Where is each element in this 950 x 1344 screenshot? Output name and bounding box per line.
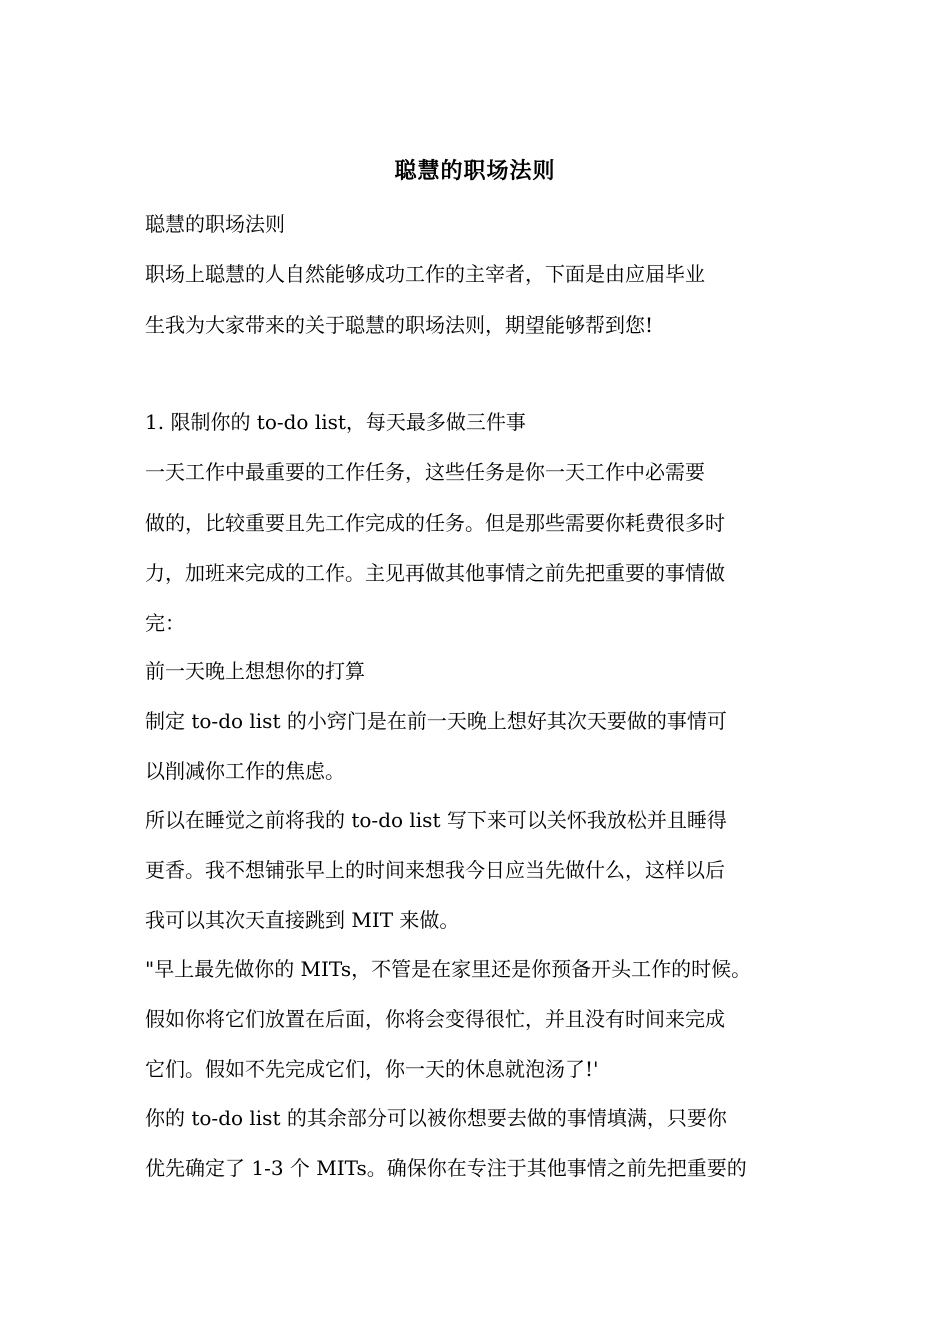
subtitle-line: 聪慧的职场法则 (145, 212, 285, 236)
quote-line: 它们。假如不先完成它们，你一天的休息就泡汤了!' (145, 1057, 599, 1081)
paragraph-line: 前一天晚上想想你的打算 (145, 659, 365, 683)
paragraph-line: 你的 to-do list 的其余部分可以被你想要去做的事情填满，只要你 (145, 1106, 727, 1130)
paragraph-line: 完： (145, 611, 185, 635)
quote-line: 假如你将它们放置在后面，你将会变得很忙，并且没有时间来完成 (145, 1007, 725, 1031)
quote-line: "早上最先做你的 MITs，不管是在家里还是你预备开头工作的时候。 (145, 957, 752, 981)
paragraph-line: 所以在睡觉之前将我的 to-do list 写下来可以关怀我放松并且睡得 (145, 808, 727, 832)
paragraph-line: 职场上聪慧的人自然能够成功工作的主宰者，下面是由应届毕业 (145, 262, 705, 286)
paragraph-line: 更香。我不想铺张早上的时间来想我今日应当先做什么，这样以后 (145, 858, 725, 882)
section-heading: 1. 限制你的 to-do list，每天最多做三件事 (145, 410, 526, 434)
paragraph-line: 制定 to-do list 的小窍门是在前一天晚上想好其次天要做的事情可 (145, 709, 727, 733)
paragraph-line: 我可以其次天直接跳到 MIT 来做。 (145, 908, 460, 932)
paragraph-line: 生我为大家带来的关于聪慧的职场法则，期望能够帮到您! (145, 313, 654, 337)
document-title: 聪慧的职场法则 (394, 158, 556, 184)
paragraph-line: 做的，比较重要且先工作完成的任务。但是那些需要你耗费很多时 (145, 511, 725, 535)
paragraph-line: 以削减你工作的焦虑。 (145, 759, 345, 783)
paragraph-line: 一天工作中最重要的工作任务，这些任务是你一天工作中必需要 (145, 460, 705, 484)
paragraph-line: 优先确定了 1-3 个 MITs。确保你在专注于其他事情之前先把重要的 (145, 1156, 747, 1180)
paragraph-line: 力，加班来完成的工作。主见再做其他事情之前先把重要的事情做 (145, 561, 725, 585)
